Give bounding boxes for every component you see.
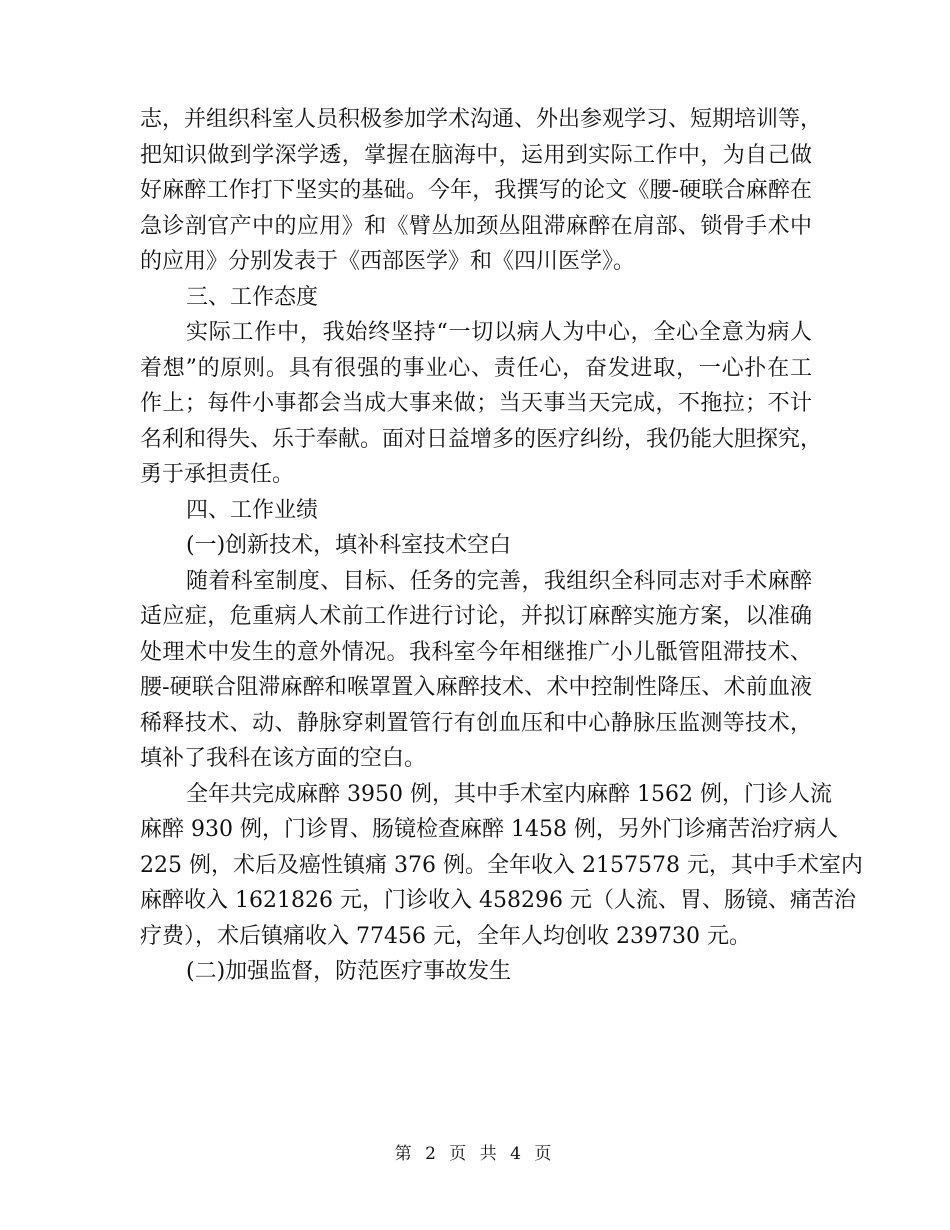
- text-line: 麻醉收入 1621826 元，门诊收入 458296 元（人流、胃、肠镜、痛苦治: [140, 888, 856, 913]
- text-line: 腰-硬联合阻滞麻醉和喉罩置入麻醉技术、术中控制性降压、术前血液: [140, 675, 812, 700]
- text-line: 勇于承担责任。: [140, 462, 295, 487]
- text-line: 稀释技术、动、静脉穿刺置管行有创血压和中心静脉压监测等技术，: [140, 710, 812, 736]
- text-line: 适应症，危重病人术前工作进行讨论，并拟订麻醉实施方案，以准确: [140, 604, 812, 629]
- text-line: 的应用》分别发表于《西部医学》和《四川医学》。: [140, 249, 636, 274]
- text-line: 作上；每件小事都会当成大事来做；当天事当天完成，不拖拉；不计: [140, 391, 812, 416]
- document-body: [140, 103, 863, 991]
- text-line: 随着科室制度、目标、任务的完善，我组织全科同志对手术麻醉: [186, 568, 812, 594]
- text-line: 三、工作态度: [186, 284, 319, 310]
- text-line: 把知识做到学深学透，掌握在脑海中，运用到实际工作中，为自己做: [140, 142, 812, 168]
- text-line: 全年共完成麻醉 3950 例，其中手术室内麻醉 1562 例，门诊人流: [186, 781, 832, 807]
- text-line: 实际工作中，我始终坚持“一切以病人为中心，全心全意为病人: [186, 320, 812, 345]
- text-line: (二)加强监督，防范医疗事故发生: [186, 959, 512, 984]
- page-number-footer: 第 2 页 共 4 页: [394, 1144, 556, 1164]
- text-line: 填补了我科在该方面的空白。: [140, 746, 427, 771]
- text-line: 好麻醉工作打下坚实的基础。今年，我撰写的论文《腰-硬联合麻醉在: [140, 178, 812, 203]
- text-line: 急诊剖官产中的应用》和《臂丛加颈丛阻滞麻醉在肩部、锁骨手术中: [140, 213, 812, 239]
- text-line: 处理术中发生的意外情况。我科室今年相继推广小儿骶管阻滞技术、: [140, 639, 812, 665]
- text-line: 疗费），术后镇痛收入 77456 元，全年人均创收 239730 元。: [140, 923, 751, 949]
- text-line: (一)创新技术，填补科室技术空白: [186, 533, 512, 558]
- text-line: 着想”的原则。具有很强的事业心、责任心，奋发进取，一心扑在工: [140, 355, 812, 381]
- text-line: 四、工作业绩: [186, 497, 319, 523]
- text-line: 麻醉 930 例，门诊胃、肠镜检查麻醉 1458 例，另外门诊痛苦治疗病人: [140, 817, 838, 842]
- text-line: 志，并组织科室人员积极参加学术沟通、外出参观学习、短期培训等，: [140, 107, 823, 132]
- text-line: 225 例，术后及癌性镇痛 376 例。全年收入 2157578 元，其中手术室内: [140, 852, 863, 878]
- text-line: 名利和得失、乐于奉献。面对日益增多的医疗纠纷，我仍能大胆探究，: [140, 426, 823, 452]
